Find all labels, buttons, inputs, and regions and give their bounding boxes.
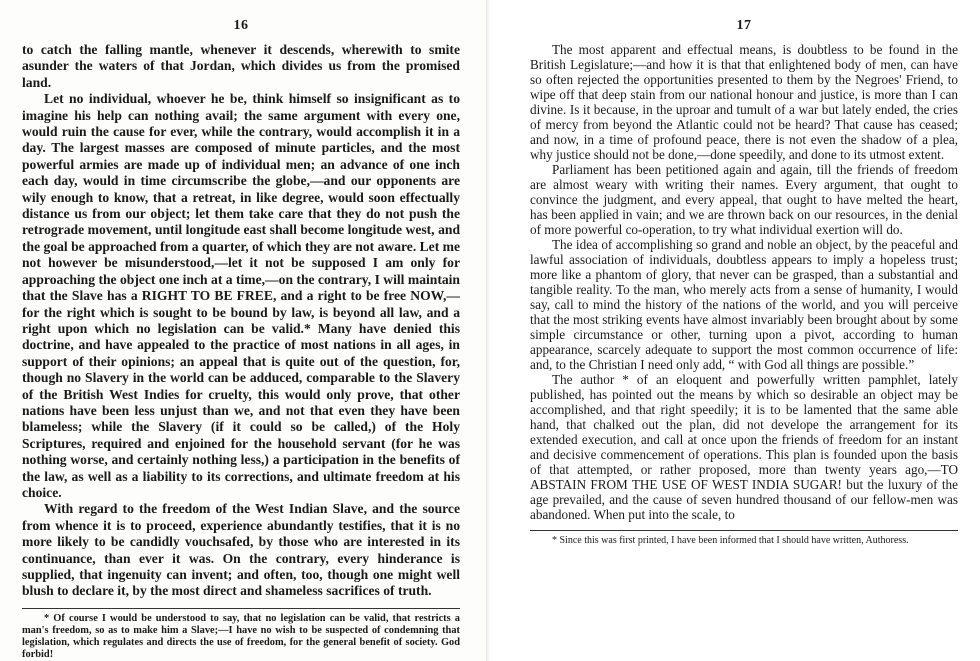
- footnote-divider: [530, 530, 958, 531]
- footnote: * Since this was first printed, I have been informed that I should have written, Authoress.: [552, 535, 909, 546]
- footnote-divider: [22, 608, 460, 609]
- page-number: 17: [736, 18, 752, 33]
- right-page: [490, 0, 980, 661]
- paragraph: With regard to the freedom of the West Indian Slave, and the source from whence it is to proceed, experience abundantly testifies, that it is no more likely to be candidly vouchsafed, by those who are interested in its continuance, than ever it was. On the contrary, every hinderance is supplied, that ingenuity can invent; and often, too, though one might well blush to declare it, by the most direct and shameless sacrifices of truth.: [22, 501, 460, 599]
- page-body: [22, 42, 460, 600]
- page-body: [530, 42, 958, 522]
- page-number: 16: [233, 18, 249, 33]
- paragraph: to catch the falling mantle, whenever it descends, wherewith to smite asunder the waters of that Jordan, which divides us from the promised land.: [22, 42, 460, 90]
- paragraph: The most apparent and effectual means, is doubtless to be found in the British Legislature;—and how it is that that enlightened body of men, can have so often rejected the opportunities presented to them by the Negroes' Friend, to wipe off that deep stain from our national honour and justice, is more than I can divine. Is it because, in the uproar and tumult of a war but lately ended, the cries of mercy from beyond the Atlantic could not be heard? That cause has ceased; and now, in a time of profound peace, there is not even the shadow of a plea, why justice should not be done,—done speedily, and done to its utmost extent.: [530, 42, 958, 162]
- paragraph: The author * of an eloquent and powerfully written pamphlet, lately published, has pointed out the means by which so desirable an object may be accomplished, and that right speedily; it is to be lamented that the same able hand, that chalked out the plan, did not develope the arrangement for its extended execution, and call at once upon the friends of freedom for an instant and decisive commencement of operations. This plan is founded upon the basis of that attempted, or rather proposed, more than twenty years ago,—TO ABSTAIN FROM THE USE OF WEST INDIA SUGAR! but the luxury of the age prevailed, and the cause of seven hundred thousand of our fellow-men was abandoned. When put into the scale, to: [530, 372, 958, 522]
- paragraph: The idea of accomplishing so grand and noble an object, by the peaceful and lawful association of individuals, doubtless appears to imply a hopeless trust; more like a phantom of glory, that never can be grasped, than a substantial and tangible reality. To the man, who merely acts from a sense of humanity, I would say, call to mind the history of the nations of the world, and you will perceive that the most striking events have almost invariably been brought about by some simple circumstance or other, turning upon a pivot, according to human appearance, scarcely adequate to support the most common occurrence of life: and, to the Christian I need only add, “ with God all things are possible.”: [530, 237, 958, 372]
- paragraph: Parliament has been petitioned again and again, till the friends of freedom are almost weary with writing their names. Every argument, that ought to convince the judgment, and every appeal, that ought to have melted the heart, has been applied in vain; and we are thrown back on our resources, in the denial of more powerful co-operation, to try what individual exertion will do.: [530, 162, 958, 237]
- footnote: * Of course I would be understood to say, that no legislation can be valid, that restricts a man's freedom, so as to make him a Slave;—I have no wish to be suspected of condemning that legislation, which regulates and directs the use of freedom, for the general benefit of society. God forbid!: [22, 612, 460, 661]
- paragraph: Let no individual, whoever he be, think himself so insignificant as to imagine his help can nothing avail; the same argument with every one, would ruin the cause for ever, while the contrary, would accomplish it in a day. The largest masses are composed of minute particles, and the most powerful armies are made up of individual men; an advance of one inch each day, would in time circumscribe the globe,—and our opponents are wily enough to know, that a retreat, in like degree, would soon effectually distance us from our object; let them take care that they do not push the retrograde movement, until longitude east shall become longitude west, and the goal be approached from a quarter, of which they are not aware. Let me not however be misunderstood,—let it not be supposed I am only for approaching the object one inch at a time,—on the contrary, I will maintain that the Slave has a RIGHT TO BE FREE, and a right to be free NOW,—for the right which is sought to be bound by law, is beyond all law, and a right upon which no legislation can be valid.* Many have denied this doctrine, and have appealed to the practice of most nations in all ages, in support of their opinions; an appeal that is quite out of the question, for, though no Slavery in the world can be adduced, comparable to the Slavery of the British West Indies for cruelty, this would only prove, that other nations have been less unjust than we, and not that even they have been blameless; while the Slavery (if it could so be called,) of the Holy Scriptures, required and enjoined for the household servant (for he was nothing worse, and certainly nothing less,) a participation in the benefits of the law, as well as a liability to its corrections, and ultimate freedom at his choice.: [22, 91, 460, 500]
